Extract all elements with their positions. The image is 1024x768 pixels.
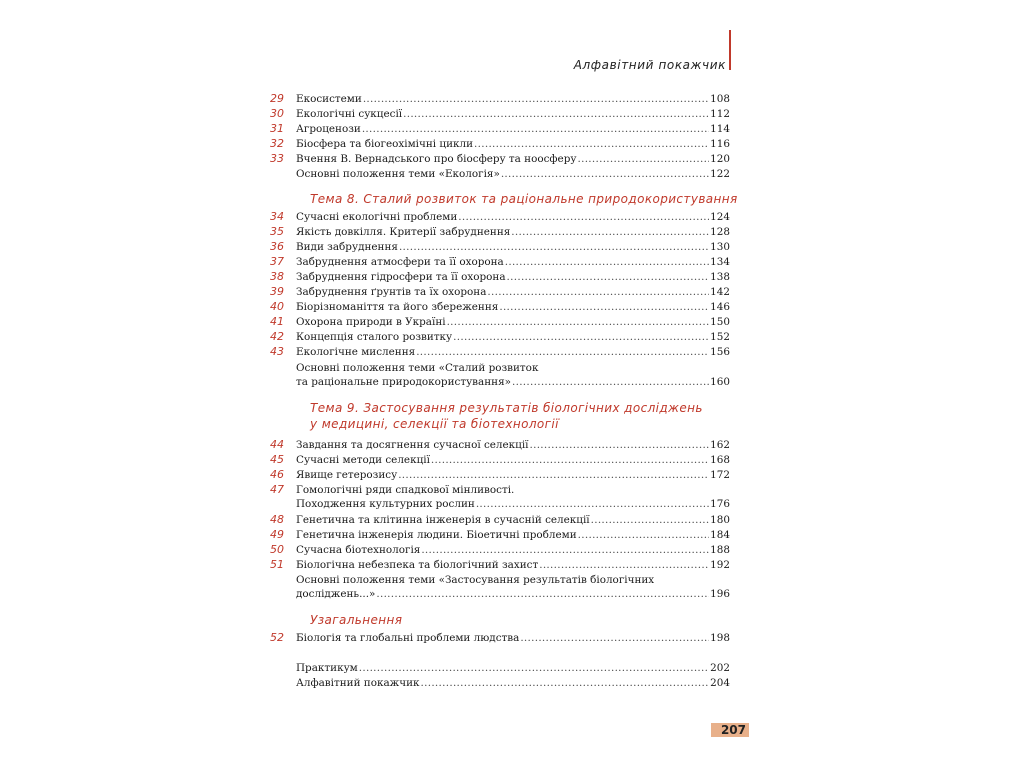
entry-title: Забруднення гідросфери та її охорона — [296, 271, 506, 283]
toc-entry[interactable] — [270, 255, 730, 269]
entry-page: 180 — [710, 514, 730, 526]
lesson-number: 41 — [270, 315, 284, 328]
entry-title: Види забруднення — [296, 241, 398, 253]
entry-page: 150 — [710, 316, 730, 328]
lesson-number: 29 — [270, 92, 284, 105]
toc-entry[interactable] — [270, 528, 730, 542]
toc-entry[interactable] — [270, 513, 730, 527]
entry-page: 152 — [710, 331, 730, 343]
toc-entry[interactable] — [270, 152, 730, 166]
lesson-number: 45 — [270, 453, 284, 466]
entry-page: 188 — [710, 544, 730, 556]
entry-title: Практикум — [296, 662, 358, 674]
entry-page: 156 — [710, 346, 730, 358]
toc-entry-summary[interactable] — [270, 361, 730, 389]
entry-page: 116 — [710, 138, 730, 150]
toc-entry[interactable] — [270, 137, 730, 151]
entry-page: 146 — [710, 301, 730, 313]
toc-entry[interactable] — [270, 468, 730, 482]
lesson-number: 47 — [270, 483, 284, 496]
lesson-number: 44 — [270, 438, 284, 451]
toc-entry[interactable] — [270, 240, 730, 254]
entry-title-line2: та раціональне природокористування» — [296, 376, 511, 388]
entry-title: Охорона природи в Україні — [296, 316, 446, 328]
entry-title: Забруднення ґрунтів та їх охорона — [296, 286, 487, 298]
entry-page: 172 — [710, 469, 730, 481]
entry-title: Агроценози — [296, 123, 361, 135]
section-heading-generalization: Узагальнення — [310, 613, 403, 627]
entry-page: 192 — [710, 559, 730, 571]
entry-page: 160 — [710, 376, 730, 388]
topic-heading: Тема 8. Сталий розвиток та раціональне природокористування — [310, 192, 738, 206]
toc-entry[interactable] — [270, 107, 730, 121]
lesson-number: 43 — [270, 345, 284, 358]
entry-page: 120 — [710, 153, 730, 165]
lesson-number: 48 — [270, 513, 284, 526]
entry-title-line2: досліджень...» — [296, 588, 376, 600]
lesson-number: 31 — [270, 122, 284, 135]
entry-page: 196 — [710, 588, 730, 600]
lesson-number: 37 — [270, 255, 284, 268]
entry-page: 168 — [710, 454, 730, 466]
lesson-number: 39 — [270, 285, 284, 298]
toc-entry[interactable] — [270, 558, 730, 572]
toc-entry[interactable] — [270, 300, 730, 314]
toc-entry[interactable] — [270, 345, 730, 359]
toc-entry[interactable] — [270, 285, 730, 299]
lesson-number: 33 — [270, 152, 284, 165]
entry-title: Явище гетерозису — [296, 469, 398, 481]
toc-entry[interactable] — [270, 543, 730, 557]
entry-title-line1: Основні положення теми «Сталий розвиток — [296, 362, 539, 374]
lesson-number: 36 — [270, 240, 284, 253]
entry-page: 128 — [710, 226, 730, 238]
lesson-number: 50 — [270, 543, 284, 556]
toc-entry-summary[interactable] — [270, 167, 730, 181]
entry-title: Біологія та глобальні проблеми людства — [296, 632, 520, 644]
entry-page: 108 — [710, 93, 730, 105]
toc-entry-summary[interactable] — [270, 573, 730, 601]
lesson-number: 51 — [270, 558, 284, 571]
toc-entry[interactable] — [270, 330, 730, 344]
entry-title: Екосистеми — [296, 93, 362, 105]
toc-entry[interactable] — [270, 631, 730, 645]
entry-title: Алфавітний покажчик — [296, 677, 420, 689]
topic-heading-line1: Тема 9. Застосування результатів біологічних досліджень — [310, 401, 703, 415]
page-number-badge: 207 — [711, 723, 749, 737]
toc-entry[interactable] — [270, 315, 730, 329]
lesson-number: 35 — [270, 225, 284, 238]
entry-title: Вчення В. Вернадського про біосферу та ноосферу — [296, 153, 577, 165]
entry-title: Якість довкілля. Критерії забруднення — [296, 226, 511, 238]
entry-page: 142 — [710, 286, 730, 298]
lesson-number: 38 — [270, 270, 284, 283]
entry-title: Основні положення теми «Екологія» — [296, 168, 500, 180]
entry-page: 134 — [710, 256, 730, 268]
entry-page: 204 — [710, 677, 730, 689]
entry-title: Екологічне мислення — [296, 346, 416, 358]
lesson-number: 32 — [270, 137, 284, 150]
entry-title: Генетична інженерія людини. Біоетичні проблеми — [296, 529, 577, 541]
entry-title: Сучасна біотехнологія — [296, 544, 421, 556]
entry-page: 130 — [710, 241, 730, 253]
entry-page: 176 — [710, 498, 730, 510]
lesson-number: 34 — [270, 210, 284, 223]
toc-entry[interactable] — [270, 438, 730, 452]
lesson-number: 49 — [270, 528, 284, 541]
entry-title: Сучасні методи селекції — [296, 454, 430, 466]
toc-entry-practicum[interactable] — [270, 661, 730, 675]
entry-page: 162 — [710, 439, 730, 451]
entry-title: Біорізноманіття та його збереження — [296, 301, 499, 313]
topic-heading-line2: у медицині, селекції та біотехнології — [310, 417, 559, 431]
toc-entry[interactable] — [270, 225, 730, 239]
lesson-number: 46 — [270, 468, 284, 481]
entry-page: 114 — [710, 123, 730, 135]
entry-title: Біологічна небезпека та біологічний захист — [296, 559, 539, 571]
toc-entry[interactable] — [270, 92, 730, 106]
toc-entry[interactable] — [270, 270, 730, 284]
lesson-number: 30 — [270, 107, 284, 120]
entry-title: Біосфера та біогеохімічні цикли — [296, 138, 474, 150]
toc-entry[interactable] — [270, 210, 730, 224]
entry-title: Завдання та досягнення сучасної селекції — [296, 439, 529, 451]
entry-page: 112 — [710, 108, 730, 120]
entry-title: Екологічні сукцесії — [296, 108, 403, 120]
entry-page: 124 — [710, 211, 730, 223]
entry-title: Забруднення атмосфери та її охорона — [296, 256, 504, 268]
entry-title: Сучасні екологічні проблеми — [296, 211, 458, 223]
lesson-number: 40 — [270, 300, 284, 313]
entry-page: 122 — [710, 168, 730, 180]
entry-page: 198 — [710, 632, 730, 644]
lesson-number: 42 — [270, 330, 284, 343]
entry-page: 202 — [710, 662, 730, 674]
entry-page: 138 — [710, 271, 730, 283]
entry-title: Концепція сталого розвитку — [296, 331, 453, 343]
lesson-number: 52 — [270, 631, 284, 644]
toc-entry[interactable] — [270, 483, 730, 511]
entry-title-line1: Основні положення теми «Застосування результатів біологічних — [296, 574, 655, 586]
header-accent-bar — [729, 30, 731, 70]
entry-title-line1: Гомологічні ряди спадкової мінливості. — [296, 484, 515, 496]
toc-entry[interactable] — [270, 122, 730, 136]
entry-title: Генетична та клітинна інженерія в сучасній селекції — [296, 514, 590, 526]
toc-entry-index[interactable] — [270, 676, 730, 690]
entry-page: 184 — [710, 529, 730, 541]
entry-title-line2: Походження культурних рослин — [296, 498, 475, 510]
running-header: Алфавітний покажчик — [573, 58, 726, 72]
toc-entry[interactable] — [270, 453, 730, 467]
